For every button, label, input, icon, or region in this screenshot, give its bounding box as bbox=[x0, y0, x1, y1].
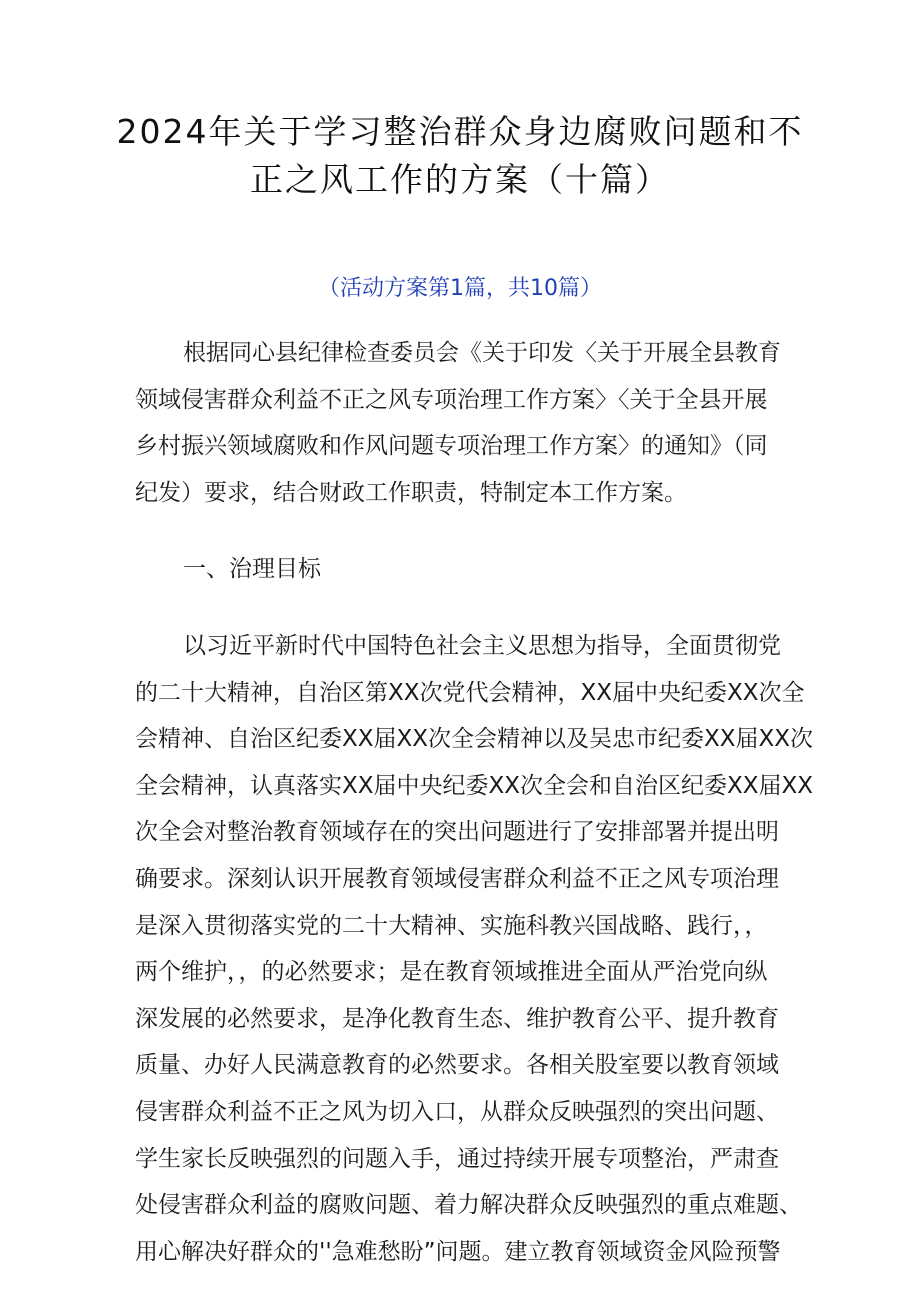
document-body bbox=[135, 330, 814, 1275]
paragraph-line: 次全会对整治教育领域存在的突出问题进行了安排部署并提出明 bbox=[135, 819, 779, 846]
document-subtitle: （活动方案第1篇，共10篇） bbox=[318, 276, 602, 301]
paragraph-line: 会精神、自治区纪委XX届XX次全会精神以及吴忠市纪委XX届XX次 bbox=[135, 726, 814, 753]
paragraph-line: 是深入贯彻落实党的二十大精神、实施科教兴国战略、践行，， bbox=[135, 912, 768, 939]
paragraph-line: 侵害群众利益不正之风为切入口，从群众反映强烈的突出问题、 bbox=[135, 1098, 779, 1125]
paragraph-line: 领域侵害群众利益不正之风专项治理工作方案〉〈关于全县开展 bbox=[135, 386, 768, 413]
paragraph-line: 学生家长反映强烈的问题入手，通过持续开展专项整治，严肃查 bbox=[135, 1145, 779, 1172]
paragraph-line: 根据同心县纪律检查委员会《关于印发〈关于开展全县教育 bbox=[183, 340, 781, 366]
title-line: 正之风工作的方案（十篇） bbox=[250, 160, 670, 199]
paragraph-line: 两个维护，，的必然要求；是在教育领域推进全面从严治党向纵 bbox=[135, 959, 768, 986]
paragraph-line: 全会精神，认真落实XX届中央纪委XX次全会和自治区纪委XX届XX bbox=[135, 772, 814, 799]
paragraph-line: 处侵害群众利益的腐败问题、着力解决群众反映强烈的重点难题、 bbox=[135, 1192, 802, 1219]
section-heading: 一、治理目标 bbox=[183, 556, 321, 583]
paragraph-line: 的二十大精神，自治区第XX次党代会精神，XX届中央纪委XX次全 bbox=[135, 679, 805, 706]
paragraph-line: 确要求。深刻认识开展教育领域侵害群众利益不正之风专项治理 bbox=[135, 865, 779, 892]
paragraph-line: 深发展的必然要求，是净化教育生态、维护教育公平、提升教育 bbox=[135, 1005, 779, 1032]
paragraph-line: 以习近平新时代中国特色社会主义思想为指导，全面贯彻党 bbox=[183, 632, 781, 659]
paragraph-line: 质量、办好人民满意教育的必然要求。各相关股室要以教育领域 bbox=[135, 1052, 779, 1079]
paragraph-line: 用心解决好群众的''急难愁盼”问题。建立教育领域资金风险预警 bbox=[135, 1238, 781, 1265]
paragraph-line: 纪发）要求，结合财政工作职责，特制定本工作方案。 bbox=[135, 479, 687, 506]
title-line: 2024年关于学习整治群众身边腐败问题和不 bbox=[116, 112, 804, 151]
document-title bbox=[0, 108, 920, 204]
paragraph-line: 乡村振兴领域腐败和作风问题专项治理工作方案〉的通知》（同 bbox=[135, 433, 768, 460]
